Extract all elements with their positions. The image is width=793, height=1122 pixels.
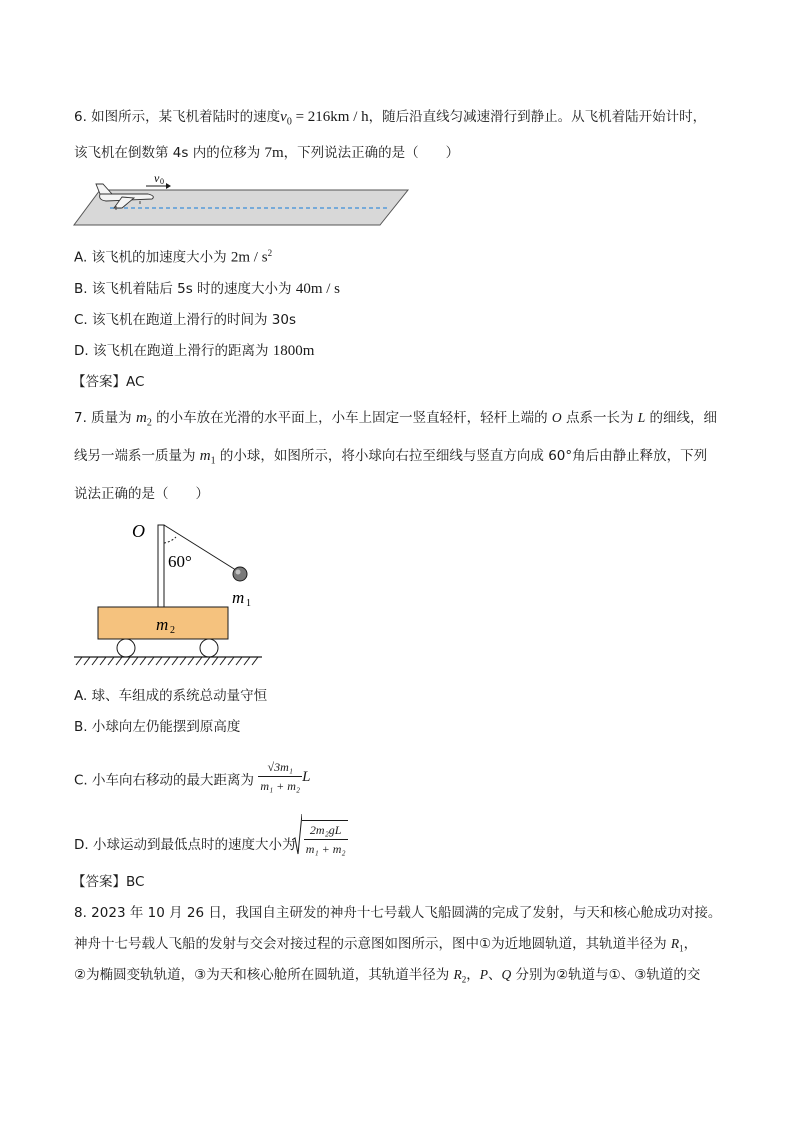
q7-option-c-denominator: m₁ + m₂ xyxy=(260,779,301,793)
svg-text:0: 0 xyxy=(160,177,164,186)
q7-option-a xyxy=(74,687,267,705)
q6-option-c-text: C. 该飞机在跑道上滑行的时间为 30s xyxy=(74,312,297,328)
q7-text-7: 说法正确的是（ ） xyxy=(74,486,209,502)
q8-line-3 xyxy=(74,966,700,989)
q7-text: 7. 质量为 xyxy=(74,410,136,426)
q6-option-a xyxy=(74,244,272,267)
q8-point-p: P xyxy=(479,967,488,982)
q6-displacement: 7m xyxy=(264,145,284,161)
q7-m1-sub: 1 xyxy=(210,455,216,467)
vertical-rod xyxy=(158,525,164,607)
q7-answer xyxy=(72,873,144,891)
q7-line-1 xyxy=(74,409,717,433)
q6-option-b-value: 40m / s xyxy=(295,281,341,297)
q7-option-b-text: B. 小球向左仍能摆到原高度 xyxy=(74,719,241,735)
angle-label: 60° xyxy=(168,552,192,571)
q7-option-c xyxy=(74,762,310,799)
q7-answer-text: 【答案】BC xyxy=(72,874,145,890)
q8-text: 8. 2023 年 10 月 26 日，我国自主研发的神舟十七号载人飞船圆满的完成了发射，与天和核心舱成功对接。 xyxy=(74,905,722,921)
q6-runway-figure xyxy=(70,170,415,230)
wheel-left xyxy=(117,639,135,657)
q7-text-2: 的小车放在光滑的水平面上，小车上固定一竖直轻杆，轻杆上端的 xyxy=(151,410,552,426)
q6-option-a-sup: 2 xyxy=(267,248,273,258)
q6-option-a-text: A. 该飞机的加速度大小为 xyxy=(74,249,231,266)
q6-text: 6. 如图所示，某飞机着陆时的速度 xyxy=(74,109,281,125)
q7-option-c-l: L xyxy=(302,768,311,785)
q7-option-c-fraction xyxy=(258,758,302,795)
ground-hatching xyxy=(76,657,258,665)
svg-text:2: 2 xyxy=(170,625,175,636)
q6-answer xyxy=(72,373,144,391)
q6-answer-text: 【答案】AC xyxy=(72,374,145,390)
q6-option-b xyxy=(74,280,340,298)
q7-text-6: 的小球，如图所示，将小球向右拉至细线与竖直方向成 60°角后由静止释放，下列 xyxy=(215,448,708,464)
m1-label: m xyxy=(232,588,245,607)
q7-length-l: L xyxy=(637,410,646,425)
velocity-label: v xyxy=(154,171,160,185)
q8-r1-sub: 1 xyxy=(679,943,684,954)
q7-m2-sub: 2 xyxy=(146,417,152,429)
q6-line-2 xyxy=(74,144,459,162)
q8-text-6: 、 xyxy=(488,967,502,983)
q7-option-d-numerator: 2m₂gL xyxy=(304,821,348,840)
q7-option-d-text: D. 小球运动到最低点时的速度大小为 xyxy=(74,837,296,853)
point-o-label: O xyxy=(132,521,145,541)
angle-arc xyxy=(164,537,176,543)
m2-label: m xyxy=(156,615,169,634)
q7-option-c-numerator: √3m₁ xyxy=(258,758,302,777)
ball xyxy=(233,567,247,581)
q6-v-sub: 0 xyxy=(286,116,292,128)
q8-r2: R xyxy=(453,967,462,982)
q7-option-c-text: C. 小车向右移动的最大距离为 xyxy=(74,772,255,789)
q7-option-d xyxy=(74,823,348,864)
q7-option-d-fraction xyxy=(304,821,348,858)
wheel-right xyxy=(200,639,218,657)
q6-option-d-value: 1800m xyxy=(272,343,315,359)
q7-line-3 xyxy=(74,485,209,503)
q7-option-b xyxy=(74,718,240,736)
q6-option-b-text: B. 该飞机着陆后 5s 时的速度大小为 xyxy=(74,281,296,297)
q7-option-d-sqrt xyxy=(300,820,348,858)
q7-m2: m xyxy=(135,410,147,426)
q7-text-3: 点系一长为 xyxy=(561,410,638,426)
q6-v-symbol: v xyxy=(280,109,287,125)
q6-text-4: ，下列说法正确的是（ ） xyxy=(283,145,460,161)
q6-text-3: 该飞机在倒数第 4s 内的位移为 xyxy=(74,145,265,161)
q8-line-2 xyxy=(74,935,697,958)
q6-option-c xyxy=(74,311,296,329)
q7-line-2 xyxy=(74,447,707,471)
q7-text-5: 线另一端系一质量为 xyxy=(74,448,200,464)
q8-line-1 xyxy=(74,904,721,922)
q6-line-1 xyxy=(74,108,706,132)
q7-text-4: 的细线，细 xyxy=(645,410,718,426)
q8-text-4: ②为椭圆变轨轨道，③为天和核心舱所在圆轨道，其轨道半径为 xyxy=(74,967,454,983)
q7-m1: m xyxy=(199,448,211,464)
q7-option-d-denominator: m₁ + m₂ xyxy=(305,842,346,856)
q6-option-d-text: D. 该飞机在跑道上滑行的距离为 xyxy=(74,343,273,359)
q8-r2-sub: 2 xyxy=(461,974,467,985)
q7-point-o: O xyxy=(551,410,562,425)
svg-text:1: 1 xyxy=(246,598,251,609)
q8-text-2: 神舟十七号载人飞船的发射与交会对接过程的示意图如图所示，图中①为近地圆轨道，其轨道半径为 xyxy=(74,936,671,952)
q6-speed-value: = 216km / h xyxy=(291,109,369,125)
q7-cart-pendulum-figure xyxy=(70,515,270,675)
q8-text-5: ， xyxy=(466,967,480,983)
q6-text-2: ，随后沿直线匀减速滑行到静止。从飞机着陆开始计时， xyxy=(368,109,707,125)
q8-text-7: 分别为②轨道与①、③轨道的交 xyxy=(511,967,701,983)
q8-text-3: ， xyxy=(683,936,698,952)
q8-r1: R xyxy=(670,936,680,951)
q6-option-d xyxy=(74,342,314,360)
q6-option-a-value: 2m / s xyxy=(230,249,268,266)
q7-option-a-text: A. 球、车组成的系统总动量守恒 xyxy=(74,688,268,704)
q8-point-q: Q xyxy=(501,967,512,982)
